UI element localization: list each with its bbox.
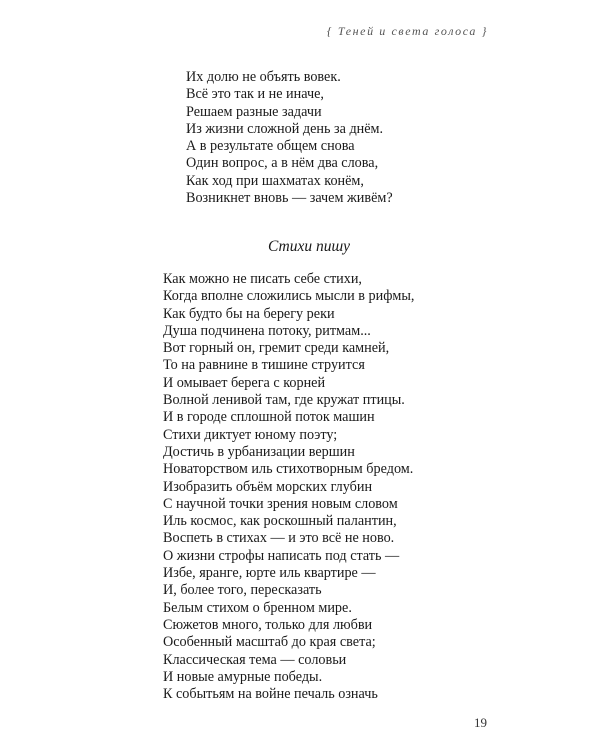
running-head: { Теней и света голоса } xyxy=(326,24,488,38)
poem-line: О жизни строфы написать под стать — xyxy=(163,547,400,564)
poem-line: Иль космос, как роскошный палантин, xyxy=(163,513,397,530)
poem-line: Волной ленивой там, где кружат птицы. xyxy=(163,392,405,409)
poem-line: И, более того, пересказать xyxy=(163,582,322,599)
poem-line: И в городе сплошной поток машин xyxy=(163,409,375,426)
poem-line: К событьям на войне печаль означь xyxy=(163,686,378,703)
page-number: 19 xyxy=(474,715,487,730)
poem-line: Как будто бы на берегу реки xyxy=(163,305,335,322)
poem-line: С научной точки зрения новым словом xyxy=(163,495,398,512)
poem-line: Один вопрос, а в нём два слова, xyxy=(186,155,379,172)
poem-line: Белым стихом о бренном мире. xyxy=(163,599,352,616)
poem-line: Воспеть в стихах — и это всё не ново. xyxy=(163,530,395,547)
poem-line: Особенный масштаб до края света; xyxy=(163,634,376,651)
poem-line: Душа подчинена потоку, ритмам... xyxy=(163,322,371,339)
poem-line: И новые амурные победы. xyxy=(163,668,323,685)
poem-line: Когда вполне сложились мысли в рифмы, xyxy=(163,288,415,305)
poem-line: Избе, яранге, юрте иль квартире — xyxy=(163,565,376,582)
poem-line: Их долю не объять вовек. xyxy=(186,69,341,85)
poem-line: Классическая тема — соловьи xyxy=(163,651,347,668)
poem-line: Как можно не писать себе стихи, xyxy=(163,271,362,287)
poem-line: То на равнине в тишине струится xyxy=(163,357,365,374)
poem-line: А в результате общем снова xyxy=(186,138,355,155)
poem-line: Изобразить объём морских глубин xyxy=(163,478,373,495)
poem-line: Вот горный он, гремит среди камней, xyxy=(163,340,390,357)
poem-line: Достичь в урбанизации вершин xyxy=(163,443,355,460)
poem-title: Стихи пишу xyxy=(267,238,351,255)
poem-line: Сюжетов много, только для любви xyxy=(163,616,373,633)
poem-line: Новаторством иль стихотворным бредом. xyxy=(163,461,414,478)
poem-line: Решаем разные задачи xyxy=(186,103,322,120)
poem-body xyxy=(163,271,414,703)
poem-continued xyxy=(186,69,393,207)
poem-line: И омывает берега с корней xyxy=(163,374,326,391)
poem-line: Всё это так и не иначе, xyxy=(186,86,324,103)
poem-line: Из жизни сложной день за днём. xyxy=(186,120,384,137)
poem-line: Стихи диктует юному поэту; xyxy=(163,426,338,443)
poem-line: Как ход при шахматах конём, xyxy=(186,172,364,189)
poem-line: Возникнет вновь — зачем живём? xyxy=(186,190,393,207)
